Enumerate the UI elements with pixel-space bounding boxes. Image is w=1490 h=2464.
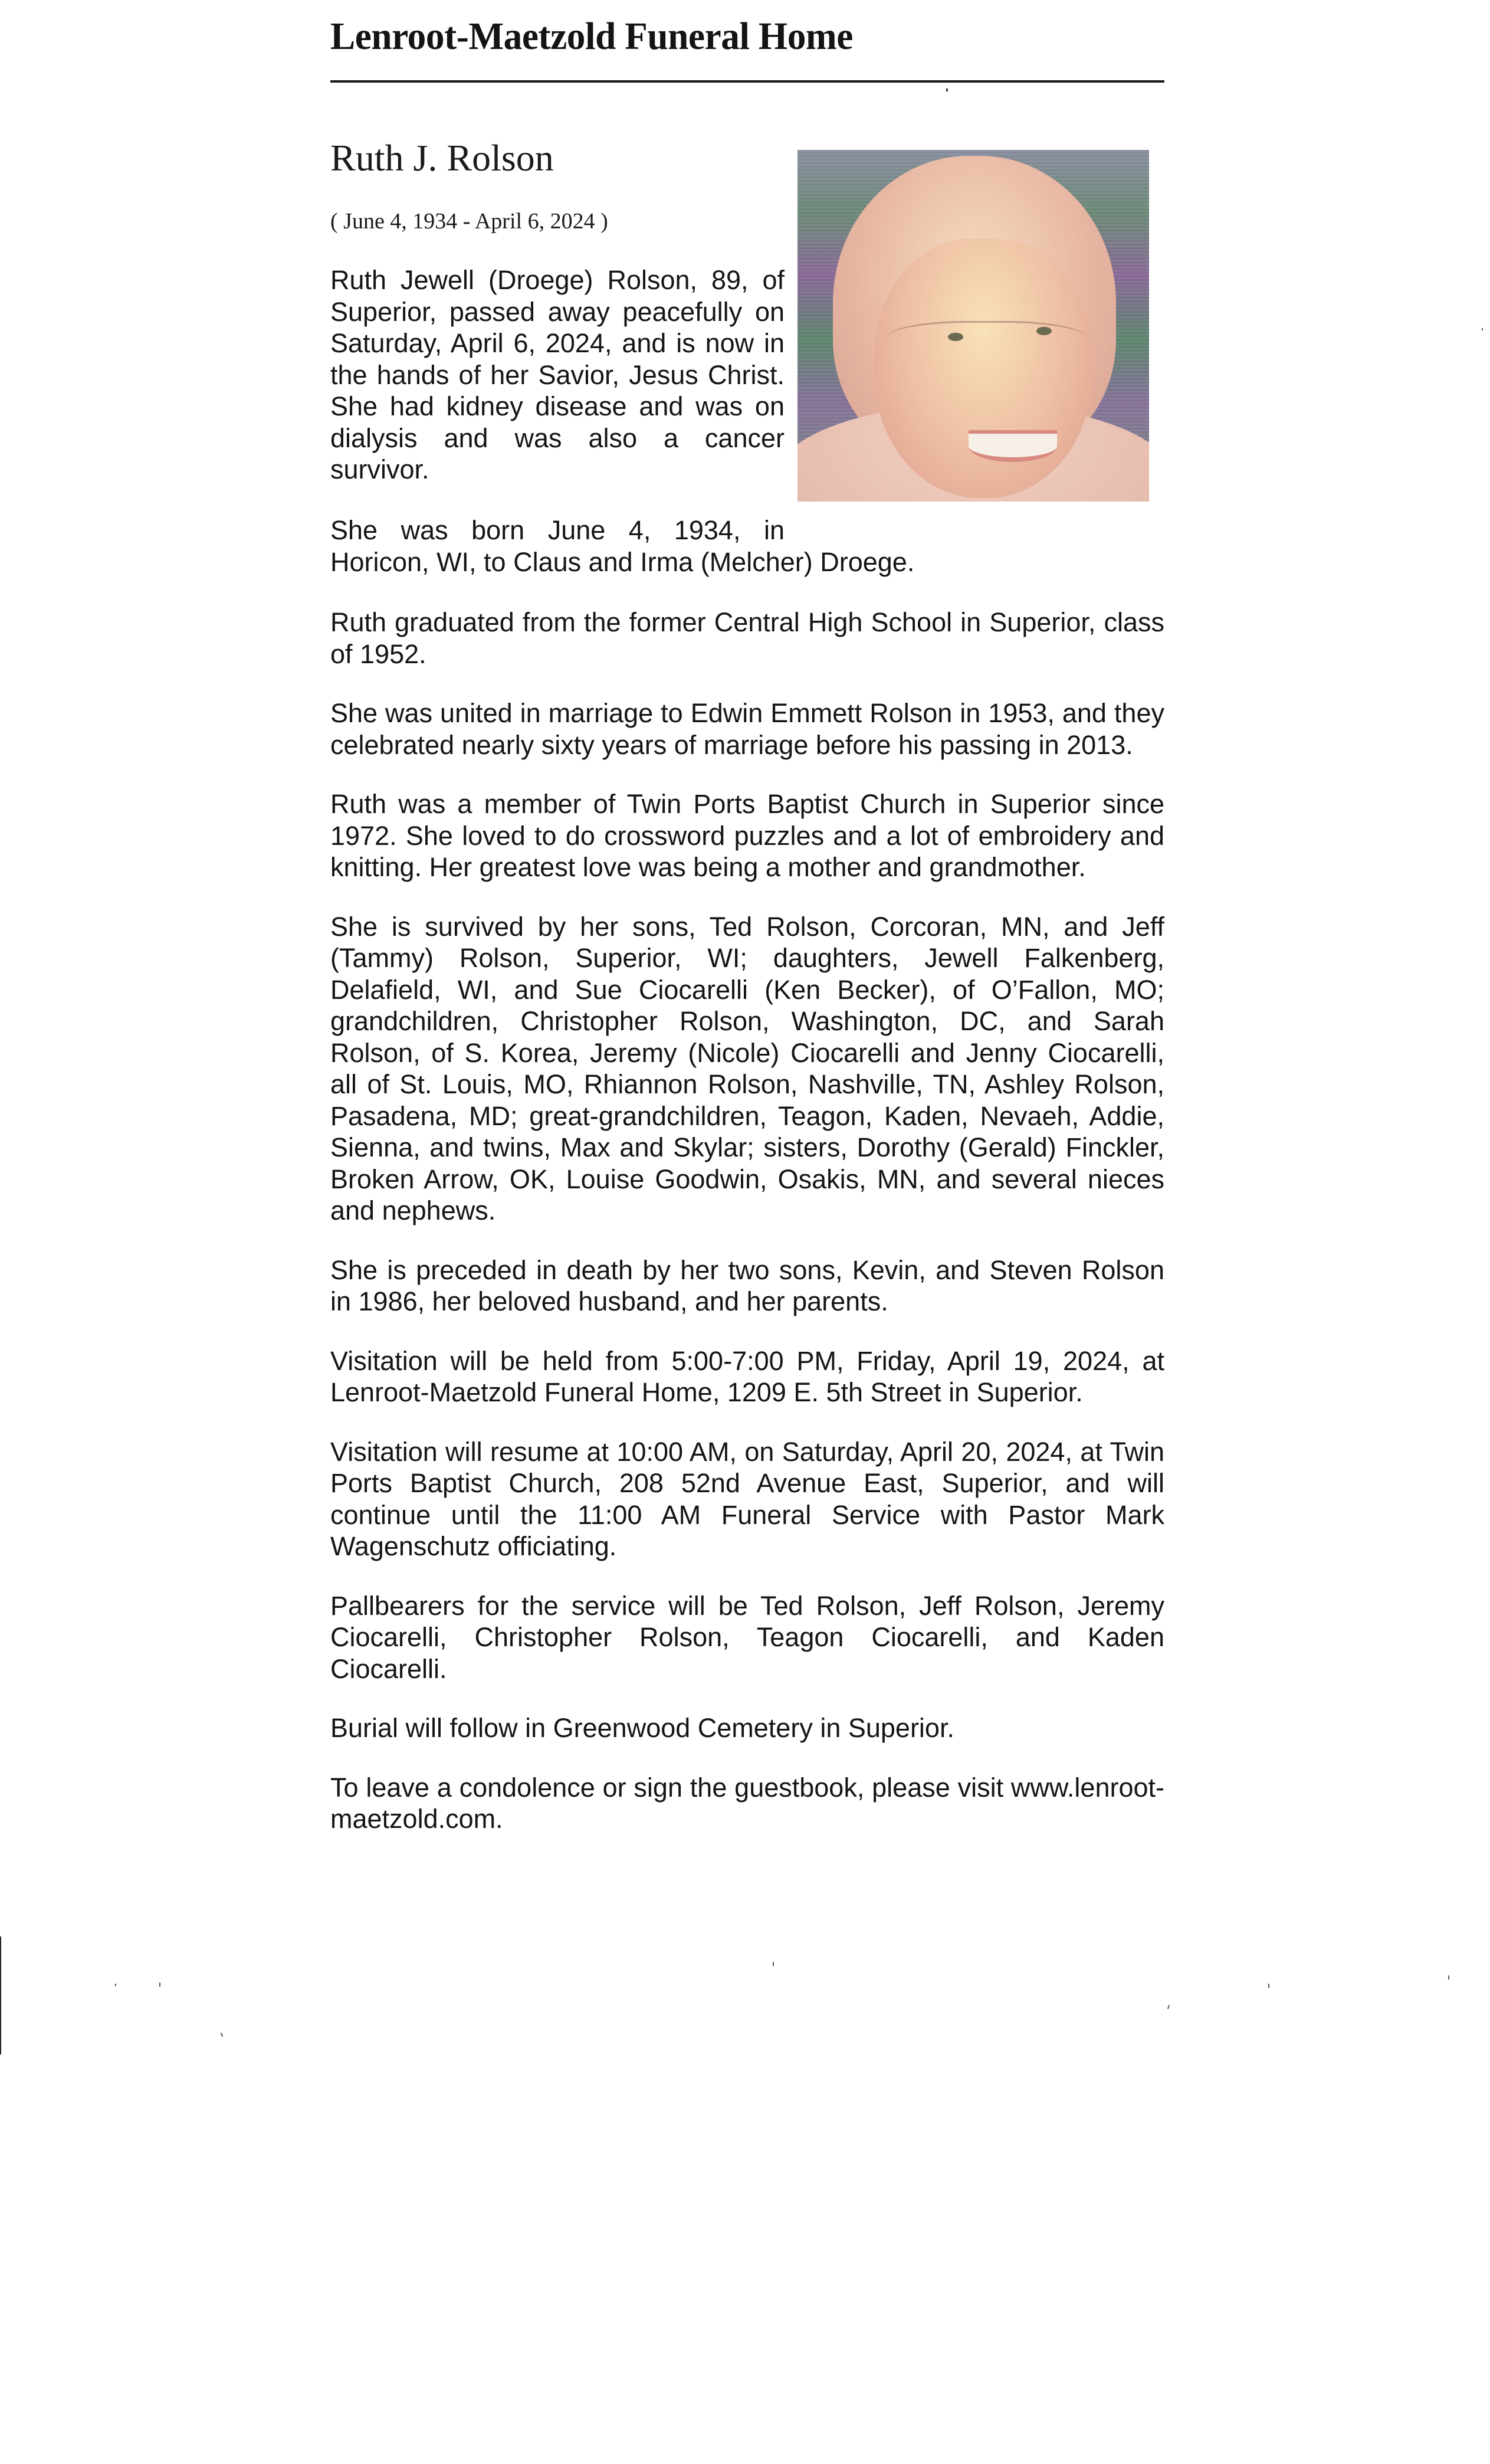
photo-smile bbox=[969, 430, 1057, 462]
photo-eye-right bbox=[1036, 327, 1052, 335]
scan-speck bbox=[1167, 2005, 1170, 2009]
paragraph-pallbearers: Pallbearers for the service will be Ted Rolson, Jeff Rolson, Jeremy Ciocarelli, Christopher Rolson, Teagon Ciocarelli, and Kaden Ciocarelli. bbox=[330, 1590, 1164, 1684]
scan-speck bbox=[159, 1983, 160, 1987]
paragraph-visitation-1: Visitation will be held from 5:00-7:00 PM, Friday, April 19, 2024, at Lenroot-Maetzold Funeral Home, 1209 E. 5th Street in Superior. bbox=[330, 1345, 1164, 1407]
scan-speck bbox=[773, 1962, 774, 1966]
scan-speck bbox=[946, 89, 948, 91]
photo-eye-left bbox=[948, 333, 963, 341]
portrait-photo-icon bbox=[797, 150, 1149, 502]
scan-speck bbox=[1482, 328, 1483, 330]
paragraph-church: Ruth was a member of Twin Ports Baptist Church in Superior since 1972. She loved to do crossword puzzles and a lot of embroidery and knitting. Her greatest love was being a mother and grandmother. bbox=[330, 789, 1164, 882]
header-divider bbox=[330, 80, 1164, 83]
paragraph-preceded: She is preceded in death by her two sons, Kevin, and Steven Rolson in 1986, her beloved husband, and her parents. bbox=[330, 1254, 1164, 1316]
paragraph-survivors: She is survived by her sons, Ted Rolson, Corcoran, MN, and Jeff (Tammy) Rolson, Superior, WI; daughters, Jewell Falkenberg, Delafield, WI, and Sue Ciocarelli (Ken Becker), of O’Fallon, MO; grandchildren, Christopher Rolson, Washington, DC, and Sarah Rolson, of S. Korea, Jeremy (Nicole) Ciocarelli and Jenny Ciocarelli, all of St. Louis, MO, Rhiannon Rolson, Nashville, TN, Ashley Rolson, Pasadena, MD; great-grandchildren, Teagon, Kaden, Nevaeh, Addie, Sienna, and twins, Max and Skylar; sisters, Dorothy (Gerald) Finckler, Broken Arrow, OK, Louise Goodwin, Osakis, MN, and several nieces and nephews. bbox=[330, 911, 1164, 1226]
scan-speck bbox=[221, 2033, 224, 2037]
deceased-name: Ruth J. Rolson bbox=[330, 137, 554, 179]
funeral-home-title: Lenroot-Maetzold Funeral Home bbox=[330, 15, 853, 58]
paragraph-visitation-2: Visitation will resume at 10:00 AM, on Saturday, April 20, 2024, at Twin Ports Baptist Church, 208 52nd Avenue East, Superior, and will continue until the 11:00 AM Funeral Service with Pastor Mark Wagenschutz officiating. bbox=[330, 1436, 1164, 1561]
paragraph-condolence: To leave a condolence or sign the guestbook, please visit www.lenroot-maetzold.com. bbox=[330, 1772, 1164, 1834]
paragraph-marriage: She was united in marriage to Edwin Emmett Rolson in 1953, and they celebrated nearly sixty years of marriage before his passing in 2013. bbox=[330, 698, 1164, 760]
paragraph-born bbox=[330, 515, 1164, 578]
obituary-body bbox=[330, 607, 1164, 1863]
scan-edge-mark bbox=[0, 1937, 1, 2055]
photo-face bbox=[874, 238, 1092, 498]
scan-speck bbox=[1268, 1984, 1269, 1988]
paragraph-education: Ruth graduated from the former Central High School in Superior, class of 1952. bbox=[330, 607, 1164, 669]
born-line-2: Horicon, WI, to Claus and Irma (Melcher) Droege. bbox=[330, 546, 915, 577]
life-dates: ( June 4, 1934 - April 6, 2024 ) bbox=[330, 209, 608, 234]
born-line-1: She was born June 4, 1934, in bbox=[330, 515, 785, 545]
scan-speck bbox=[115, 1984, 116, 1986]
paragraph-burial: Burial will follow in Greenwood Cemetery in Superior. bbox=[330, 1713, 954, 1743]
scan-speck bbox=[1448, 1975, 1449, 1980]
photo-glasses bbox=[886, 321, 1087, 364]
paragraph-intro: Ruth Jewell (Droege) Rolson, 89, of Superior, passed away peacefully on Saturday, April 6, 2024, and is now in the hands of her Savior, Jesus Christ. She had kidney disease and was on dialysis and was also a cancer survivor. bbox=[330, 265, 785, 484]
